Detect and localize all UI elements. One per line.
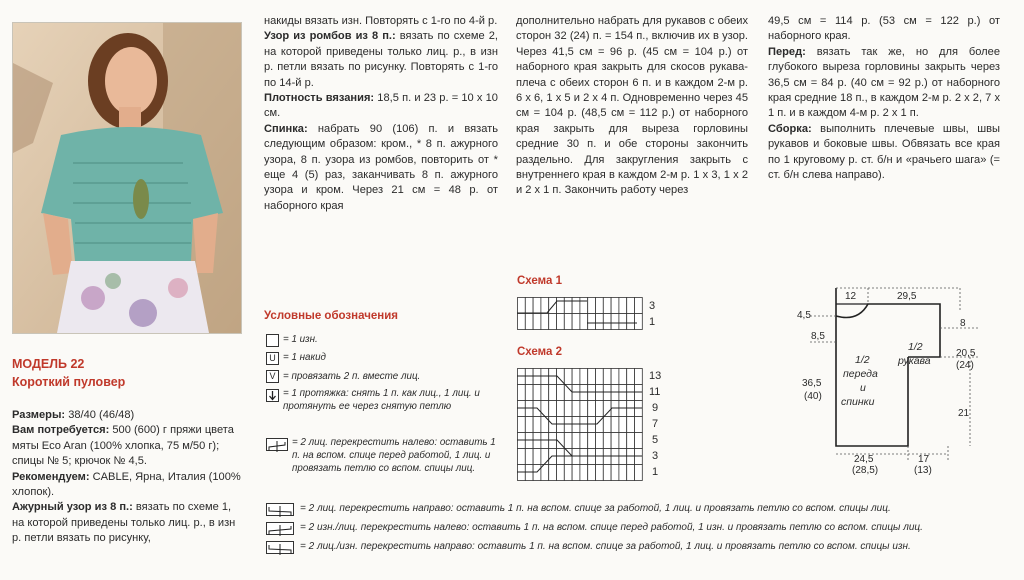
label-sleeve: рукава (898, 355, 931, 367)
sleeve-outline (836, 304, 940, 357)
schema1-cell (603, 314, 611, 330)
legend-title: Условные обозначения (264, 310, 399, 322)
schema2-cell (603, 417, 611, 433)
front-value: вязать так же, но для более глубокого выреза горловины закрыть через 36,5 см = 84 р. (40 см = 92 р.) от наборного края средние 18 п., в каждом 2-м р. 2 х 2, 7 х 1 п. и в каждом 4-м р. 2 х 1 п. (768, 45, 1000, 120)
dim-body-height: 36,5 (802, 378, 822, 389)
label-body-back: спинки (841, 396, 875, 408)
legend-item-cross-left: = 2 лиц. перекрестить налево: оставить 1 п. на вспом. спице перед работой, 1 лиц. и провязать петлю со вспом. спицы лиц. (292, 437, 496, 474)
schema2-cell (635, 465, 643, 481)
schema1-cell (619, 298, 627, 314)
cross-right-icon (267, 506, 293, 517)
schema1-cell (572, 314, 580, 330)
schema2-cell (572, 401, 580, 417)
needs-label: Вам потребуется: (12, 424, 110, 437)
schema1-cell (596, 314, 604, 330)
schema2-cell (564, 433, 572, 449)
back-finish: 49,5 см = 114 р. (53 см = 122 р.) от наборного края. (768, 15, 1000, 43)
back-continued: дополнительно набрать для рукавов с обеих сторон 32 (24) п. = 154 п., включив их в узор. Через 41,5 см = 96 р. (45 см = 104 р.) от наборного края закрыть для скосов рукава-плеча с обеих сторон 6 п. и в каждом 2-м р. 6 х 6, 1 х 5 и 2 х 4 п. Одновременно через 45 см = 104 р. (48,5 см = 112 р.) от наборного края закрыть для выреза горловины средние 30 п. и обе стороны закончить раздельно. Для закругления закрыть с внутреннего края в каждом 2-м р. 1 х 3, 1 х 2 и 2 х 1 п. Закончить работу через (516, 15, 748, 197)
schema2-cell (635, 369, 643, 385)
legend-item-cross-right: = 2 лиц. перекрестить направо: оставить 1 п. на вспом. спице за работой, 1 лиц. и провязать петлю со вспом. спицы лиц. (300, 503, 891, 514)
instructions-col2 (264, 14, 498, 214)
cross-left-icon (267, 441, 287, 452)
schema1-cell (549, 314, 557, 330)
schema2-cell (580, 369, 588, 385)
cross-right-symbol (266, 503, 294, 516)
assembly-label: Сборка: (768, 122, 812, 135)
dim-bottom-width: 24,5 (854, 454, 874, 465)
dim-body-height-alt: (40) (804, 391, 822, 402)
schema2-row-11: 11 (649, 386, 661, 398)
schema2-cell (518, 385, 526, 401)
schema2-cell (603, 465, 611, 481)
dim-side-height: 21 (958, 408, 970, 419)
schema1-cell (518, 298, 526, 314)
density-value: 18,5 п. и 23 р. = 10 х 10 см. (264, 92, 498, 120)
schema1-grid (517, 297, 645, 331)
schema1-cell (541, 314, 549, 330)
schema1-cell (588, 314, 596, 330)
sizes-line (12, 408, 244, 423)
schema2-cell (627, 465, 635, 481)
schema2-cell (596, 369, 604, 385)
legend-item-ssk: = 1 протяжка: снять 1 п. как лиц., 1 лиц. и протянуть ее через снятую петлю (283, 388, 480, 412)
dim-bottom-width-alt: (28,5) (852, 465, 879, 476)
back-label: Спинка: (264, 122, 308, 135)
schema2-cell (580, 433, 588, 449)
schema2-title: Схема 2 (517, 346, 563, 358)
purl-symbol (266, 334, 279, 347)
schema1-cell (627, 298, 635, 314)
schema1-cell (572, 298, 580, 314)
schema2-cell (549, 401, 557, 417)
schema2-cell (533, 417, 541, 433)
back-instructions (264, 122, 498, 214)
dim-neck-depth-back: 4,5 (797, 310, 811, 321)
schema2-cell (619, 433, 627, 449)
schema2-cell (588, 433, 596, 449)
diamond-pattern (264, 29, 498, 91)
instructions-col4 (768, 14, 1000, 183)
schema2-cell (549, 385, 557, 401)
sizes-value: 38/40 (46/48) (65, 409, 135, 421)
schema2-grid (517, 368, 645, 482)
openwork-label: Ажурный узор из 8 п.: (12, 501, 133, 514)
schema1-cell (611, 298, 619, 314)
dim-shoulder-width: 29,5 (897, 291, 917, 302)
dim-neck-depth-front: 8,5 (811, 331, 825, 342)
schema2-cell (611, 369, 619, 385)
diamond-label: Узор из ромбов из 8 п.: (264, 30, 396, 43)
specs-block (12, 408, 244, 547)
schema2-cell (557, 401, 565, 417)
schema2-cell (541, 449, 549, 465)
cross-purl-right-symbol (266, 541, 294, 554)
schema1-cell (518, 314, 526, 330)
body-outline (836, 288, 908, 446)
schema1-cell (541, 298, 549, 314)
schema2-cell (564, 465, 572, 481)
schema1-cell (619, 314, 627, 330)
ssk-arrow-icon (267, 390, 278, 401)
schema2-cell (580, 401, 588, 417)
schema1-cell (588, 298, 596, 314)
schema2-row-13: 13 (649, 370, 662, 382)
schema2-cell (619, 417, 627, 433)
schema2-cell (572, 465, 580, 481)
recommend-line (12, 470, 244, 501)
schema2-row-1: 1 (652, 466, 659, 478)
schema2-cell (596, 401, 604, 417)
schema2-cell (557, 465, 565, 481)
schema2-cell (627, 369, 635, 385)
needs-value: 500 (600) г пряжи цвета мяты Eco Aran (100% хлопка, 75 м/50 г); спицы № 5; крючок № 4,5. (12, 424, 234, 468)
schema2-row-9: 9 (652, 402, 659, 414)
schema2-cell (564, 385, 572, 401)
schema2-cell (525, 417, 533, 433)
schema2-cell (572, 433, 580, 449)
schema2-row-7: 7 (652, 418, 659, 430)
legend-item-cross-purl-left: = 2 изн./лиц. перекрестить налево: оставить 1 п. на вспом. спице перед работой, 1 изн. и провязать петлю со вспом. спицы лиц. (300, 522, 923, 533)
legend-item-k2tog: = провязать 2 п. вместе лиц. (283, 371, 421, 382)
schema2-cell (518, 417, 526, 433)
openwork-value: вязать по схеме 1, на которой приведены только лиц. р., в изн р. петли вязать по рисунку, (12, 501, 236, 545)
schema2-cell (611, 433, 619, 449)
schema2-cell (580, 465, 588, 481)
openwork-continued: накиды вязать изн. Повторять с 1-го по 4-й р. (264, 15, 498, 27)
legend-item-yarn-over: = 1 накид (283, 352, 326, 363)
schema1-row-3: 3 (649, 300, 656, 312)
schema2-cell (635, 417, 643, 433)
cross-purl-left-symbol (266, 522, 294, 535)
schema2-cell (596, 465, 604, 481)
schema2-cell (533, 449, 541, 465)
back-value: набрать 90 (106) п. и вязать следующим образом: кром., * 8 п. ажурного узора, 8 п. узора из ромбов, повторить от * еще 4 (5) раз, заканчивать 8 п. ажурного узора и кром. Через 21 см = 48 р. от наборного края (264, 122, 498, 212)
schema2-cell (572, 369, 580, 385)
schema1-cell (525, 298, 533, 314)
model-photo-illustration (13, 23, 241, 333)
schema1-cell (635, 298, 643, 314)
dim-bottom-right-alt: (13) (914, 465, 932, 476)
schema1-title: Схема 1 (517, 275, 563, 287)
label-sleeve-fraction: 1/2 (908, 341, 923, 353)
front-instructions (768, 45, 1000, 122)
schema2-cell (588, 401, 596, 417)
schema2-cell (627, 433, 635, 449)
schema2-row-3: 3 (652, 450, 659, 462)
schema2-cell (541, 385, 549, 401)
dim-neck-width: 12 (845, 291, 857, 302)
sizes-label: Размеры: (12, 409, 66, 421)
schema2-cell (619, 465, 627, 481)
schema2-cell (525, 385, 533, 401)
assembly-value: выполнить плечевые швы, швы рукавов и боковые швы. Обвязать все края по 1 круговому р. ст. б/н и «рачьего шага» (= ст. б/н слева направо). (768, 122, 1000, 182)
schema2-cell (533, 385, 541, 401)
label-body-fraction: 1/2 (855, 354, 870, 366)
schema1-cell (533, 314, 541, 330)
assembly-instructions (768, 122, 1000, 184)
schema2-cell (603, 369, 611, 385)
schema2-cell (525, 449, 533, 465)
dim-sleeve-height-alt: (24) (956, 360, 974, 371)
schema2-cell (564, 401, 572, 417)
model-name: Короткий пуловер (12, 375, 126, 389)
dim-sleeve-height: 20,5 (956, 348, 976, 359)
schema2-cell (596, 433, 604, 449)
model-photo (12, 22, 242, 334)
schema2-cell (611, 417, 619, 433)
schema2-cell (603, 401, 611, 417)
schema1-cell (564, 314, 572, 330)
dim-shoulder-slope: 8 (960, 318, 966, 329)
schema1-cell (525, 314, 533, 330)
front-label: Перед: (768, 45, 806, 58)
schema2-cell (588, 369, 596, 385)
legend-item-purl: = 1 изн. (283, 334, 318, 345)
legend-item-cross-purl-right: = 2 лиц./изн. перекрестить направо: оставить 1 п. на вспом. спице за работой, 1 лиц. и провязать петлю со вспом. спицы изн. (300, 541, 911, 552)
cross-purl-left-icon (267, 525, 293, 536)
schema2-cell (603, 433, 611, 449)
cross-left-symbol (266, 438, 288, 451)
recommend-value: CABLE, Ярна, Италия (100% хлопок). (12, 470, 241, 499)
schema1-cell (580, 314, 588, 330)
schema1-cell (611, 314, 619, 330)
label-body-and: и (860, 382, 866, 394)
schema1-cell (533, 298, 541, 314)
diamond-value: вязать по схеме 2, на которой приведены только лиц. р., в изн р. петли вязать по рисунку. Повторять с 1-го по 14-й р. (264, 30, 499, 89)
schema1-cell (557, 314, 565, 330)
yarn-over-symbol: U (266, 352, 279, 365)
schema2-cell (635, 433, 643, 449)
schema2-row-5: 5 (652, 434, 659, 446)
schema1-cell (627, 314, 635, 330)
schema1-row-1: 1 (649, 316, 656, 328)
schema2-cell (588, 465, 596, 481)
openwork-line (12, 500, 244, 546)
schema2-cell (564, 369, 572, 385)
schema1-cell (580, 298, 588, 314)
schema1-cell (596, 298, 604, 314)
schema2-cell (549, 465, 557, 481)
schema2-cell (619, 369, 627, 385)
ssk-symbol (266, 389, 279, 402)
instructions-col3 (516, 14, 748, 199)
cross-purl-right-icon (267, 544, 293, 555)
k2tog-symbol: V (266, 370, 279, 383)
dim-bottom-right: 17 (918, 454, 930, 465)
model-number: МОДЕЛЬ 22 (12, 357, 85, 371)
schema2-cell (518, 449, 526, 465)
density (264, 91, 498, 122)
schema2-cell (627, 417, 635, 433)
schema2-cell (611, 465, 619, 481)
schema1-cell (564, 298, 572, 314)
schema1-cell (603, 298, 611, 314)
schema1-cell (557, 298, 565, 314)
schema2-cell (557, 385, 565, 401)
recommend-label: Рекомендуем: (12, 470, 90, 483)
schema1-cell (635, 314, 643, 330)
needs-line (12, 423, 244, 469)
label-body-front: переда (843, 368, 878, 380)
density-label: Плотность вязания: (264, 92, 375, 105)
